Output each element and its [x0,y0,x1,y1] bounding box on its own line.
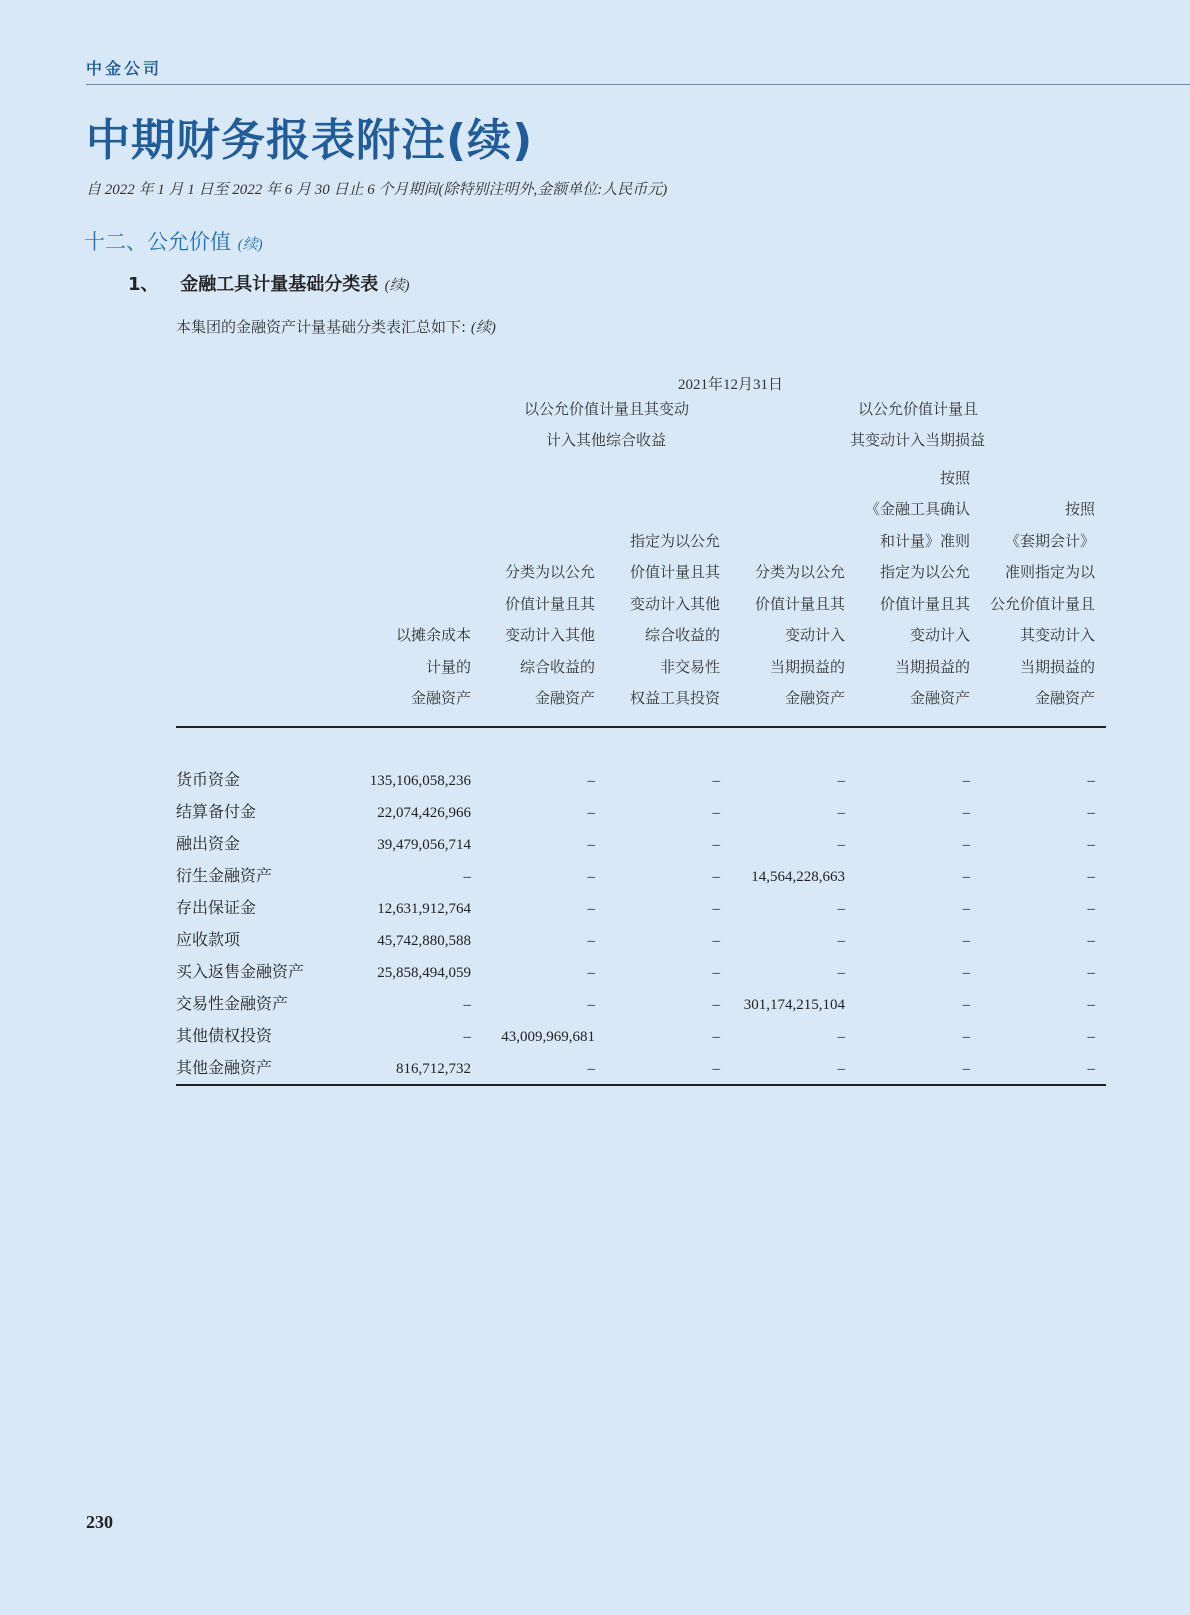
table-cell: – [587,869,595,885]
table-cell: – [463,869,471,885]
column-header-2-line-3: 变动计入其他 [504,628,595,644]
table-cell: – [837,1061,845,1077]
table-row [176,989,1106,1021]
table-cell: – [837,1029,845,1045]
table-cell: 135,106,058,236 [369,773,471,789]
column-header-3-line-5: 非交易性 [659,659,720,676]
row-label: 货币资金 [176,772,241,789]
column-header-4-line-4: 当期损益的 [769,659,845,676]
table-cell: 45,742,880,588 [377,933,471,949]
table-cell: – [837,965,845,981]
table-cell: – [712,837,720,853]
table-cell: – [1087,901,1095,917]
table-cell: – [587,901,595,917]
table-cell: 12,631,912,764 [377,901,471,917]
table-cell: – [587,965,595,981]
table-row [176,765,1106,797]
column-header-5-line-4: 指定为以公允 [879,565,970,581]
subsection-title: 金融工具计量基础分类表 [180,274,379,295]
row-label: 衍生金融资产 [176,868,273,885]
table-cell: – [587,933,595,949]
table-cell: – [587,997,595,1013]
table-cell: – [962,965,970,981]
table-cell: – [1087,773,1095,789]
table-cell: – [962,901,970,917]
table-row [176,797,1106,829]
intro-continued: (续) [470,320,496,336]
table-cell: – [587,773,595,789]
column-header-5-line-6: 变动计入 [909,628,970,644]
table-cell: – [712,805,720,821]
table-cell: – [712,933,720,949]
table-cell: – [1087,805,1095,821]
table-row [176,893,1106,925]
column-header-6-line-4: 公允价值计量且 [989,596,1095,613]
table-row [176,957,1106,989]
column-header-1-line-2: 计量的 [425,659,471,676]
subsection-continued: (续) [384,278,410,294]
row-label: 其他债权投资 [176,1028,273,1045]
column-header-6-line-1: 按照 [1064,502,1095,518]
column-header-3-line-4: 综合收益的 [644,628,720,644]
subsection-number: 1、 [128,274,159,295]
table-cell: – [962,869,970,885]
page-number: 230 [86,1512,113,1532]
column-header-4-line-5: 金融资产 [784,691,845,707]
group-pl-line-1: 以公允价值计量且 [858,402,979,418]
table-cell: – [712,997,720,1013]
table-bottom-rule [176,1084,1106,1086]
table-cell: – [463,1029,471,1045]
table-cell: 301,174,215,104 [743,997,845,1013]
column-header-2-line-5: 金融资产 [534,691,595,707]
header-rule-line [176,726,1106,728]
column-header-2-line-2: 价值计量且其 [504,596,595,613]
section-heading [84,226,263,256]
column-header-6-line-6: 当期损益的 [1019,659,1095,676]
table-cell: – [837,837,845,853]
column-header-5-line-8: 金融资产 [909,691,970,707]
row-label: 买入返售金融资产 [176,964,305,981]
column-header-6-line-7: 金融资产 [1034,691,1095,707]
table-cell: 816,712,732 [396,1061,471,1077]
column-header-4-line-1: 分类为以公允 [754,565,845,581]
table-cell: – [837,805,845,821]
row-label: 结算备付金 [176,804,257,821]
row-label: 其他金融资产 [176,1060,273,1077]
subsection-heading [128,270,410,296]
table-cell: – [962,997,970,1013]
row-label: 融出资金 [176,836,241,853]
table-cell: – [962,837,970,853]
group-oci-line-2: 计入其他综合收益 [546,433,667,449]
table-cell: 14,564,228,663 [751,869,845,885]
table-cell: – [712,773,720,789]
table-cell: 22,074,426,966 [377,805,471,821]
column-header-6-line-3: 准则指定为以 [1004,565,1095,581]
table-cell: – [587,837,595,853]
table-row [176,1053,1106,1085]
table-row [176,861,1106,893]
table-cell: – [1087,933,1095,949]
column-header-3-line-2: 价值计量且其 [629,565,720,581]
row-label: 交易性金融资产 [176,996,289,1013]
table-cell: – [712,1061,720,1077]
table-cell: – [962,1029,970,1045]
column-header-4-line-2: 价值计量且其 [754,596,845,613]
section-continued: (续) [237,237,263,253]
column-header-3-line-1: 指定为以公允 [629,533,720,550]
table-cell: – [1087,1061,1095,1077]
table-row [176,829,1106,861]
table-cell: – [1087,869,1095,885]
table-date: 2021年12月31日 [678,377,784,393]
table-cell: – [962,1061,970,1077]
intro-text [176,316,496,337]
table-cell: 25,858,494,059 [377,965,471,981]
column-header-2-line-4: 综合收益的 [519,659,595,676]
column-header-2-line-1: 分类为以公允 [504,565,595,581]
table-cell: 43,009,969,681 [501,1029,595,1045]
table-cell: – [1087,1029,1095,1045]
table-cell: – [837,901,845,917]
table-row [176,1021,1106,1053]
table-cell: – [962,933,970,949]
table-row [176,925,1106,957]
table-cell: – [587,1061,595,1077]
column-header-5-line-1: 按照 [939,470,970,487]
column-header-3-line-6: 权益工具投资 [629,691,720,707]
company-name: 中金公司 [86,59,163,78]
intro-sentence: 本集团的金融资产计量基础分类表汇总如下: [176,318,467,336]
row-label: 存出保证金 [176,900,257,917]
table-cell: – [712,965,720,981]
column-header-5-line-2: 《金融工具确认 [864,502,970,518]
column-header-1-line-1: 以摊余成本 [395,628,471,644]
column-header-6-line-2: 《套期会计》 [1004,533,1095,550]
page-title: 中期财务报表附注(续) [86,115,534,166]
column-header-4-line-3: 变动计入 [784,628,845,644]
table-cell: – [587,805,595,821]
table-cell: – [712,869,720,885]
period-note: 自 2022 年 1 月 1 日至 2022 年 6 月 30 日止 6 个月期间(除特别注明外,金额单位:人民币元) [86,182,668,198]
table-cell: – [1087,997,1095,1013]
section-title: 十二、公允价值 [84,230,231,254]
column-header-6-line-5: 其变动计入 [1019,628,1095,644]
table-cell: – [712,1029,720,1045]
table-cell: – [962,805,970,821]
group-pl-line-2: 其变动计入当期损益 [850,433,986,449]
header-rule [86,84,1190,85]
column-header-5-line-5: 价值计量且其 [879,596,970,613]
group-oci-line-1: 以公允价值计量且其变动 [524,402,690,418]
column-header-5-line-3: 和计量》准则 [879,533,970,550]
table-cell: – [962,773,970,789]
column-header-5-line-7: 当期损益的 [894,659,970,676]
column-header-1-line-3: 金融资产 [410,691,471,707]
table-cell: – [1087,837,1095,853]
table-cell: – [837,933,845,949]
table-cell: – [463,997,471,1013]
table-cell: – [1087,965,1095,981]
row-label: 应收款项 [176,932,241,949]
table-cell: – [837,773,845,789]
table-cell: 39,479,056,714 [377,837,471,853]
column-header-3-line-3: 变动计入其他 [629,596,720,613]
table-cell: – [712,901,720,917]
